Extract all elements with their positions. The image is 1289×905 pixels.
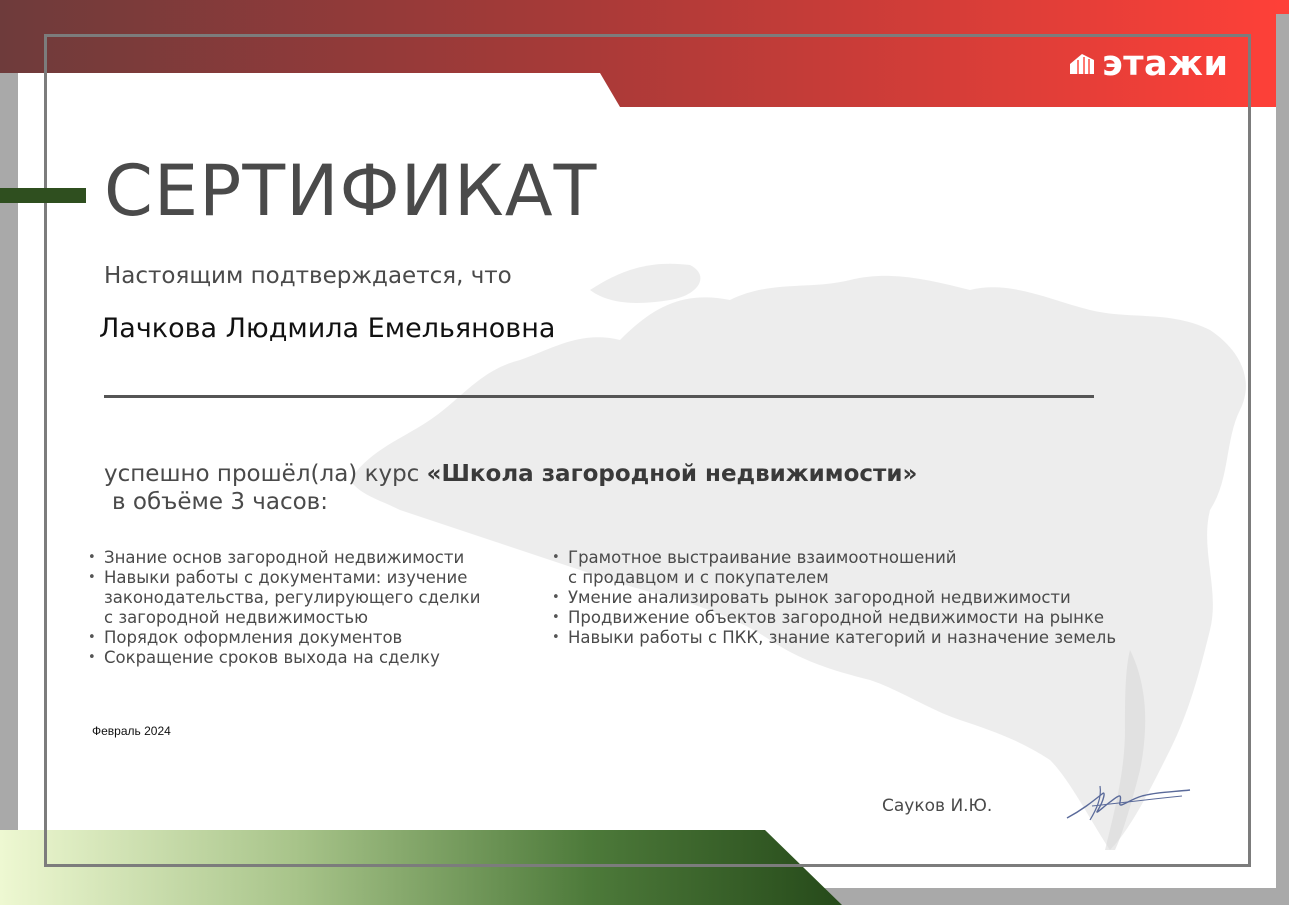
green-accent-bar [0, 188, 86, 203]
list-item: • Навыки работы с документами: изучение законодательства, регулирующего сделки с загородной недвижимостью [86, 568, 556, 628]
list-item: • Порядок оформления документов [86, 628, 556, 648]
background-gray-right [1276, 0, 1289, 905]
recipient-name: Лачкова Людмила Емельяновна [99, 313, 556, 344]
skills-list-right [550, 548, 1250, 648]
etazhi-logo [1068, 44, 1229, 84]
list-item: • Навыки работы с ПКК, знание категорий и назначение земель [550, 628, 1250, 648]
name-underline [104, 395, 1094, 398]
issue-date: Февраль 2024 [92, 724, 171, 738]
course-prefix: успешно прошёл(ла) курс [104, 461, 427, 487]
list-item: • Умение анализировать рынок загородной недвижимости [550, 588, 1250, 608]
list-item: • Сокращение сроков выхода на сделку [86, 648, 556, 668]
course-volume: в объёме 3 часов: [112, 489, 328, 515]
building-logo-icon [1068, 52, 1096, 76]
list-item: • Знание основ загородной недвижимости [86, 548, 556, 568]
skills-list-left [86, 548, 556, 668]
certificate-title: СЕРТИФИКАТ [104, 150, 598, 232]
signatory-name: Сауков И.Ю. [882, 796, 993, 816]
course-statement [104, 460, 917, 489]
list-item: • Продвижение объектов загородной недвижимости на рынке [550, 608, 1250, 628]
signature-image [1062, 780, 1192, 825]
list-item: • Грамотное выстраивание взаимоотношений с продавцом и с покупателем [550, 548, 1250, 588]
logo-text: этажи [1102, 44, 1229, 84]
background-gray-left [0, 0, 18, 905]
course-name: «Школа загородной недвижимости» [426, 461, 918, 487]
confirmation-text: Настоящим подтверждается, что [104, 263, 512, 289]
